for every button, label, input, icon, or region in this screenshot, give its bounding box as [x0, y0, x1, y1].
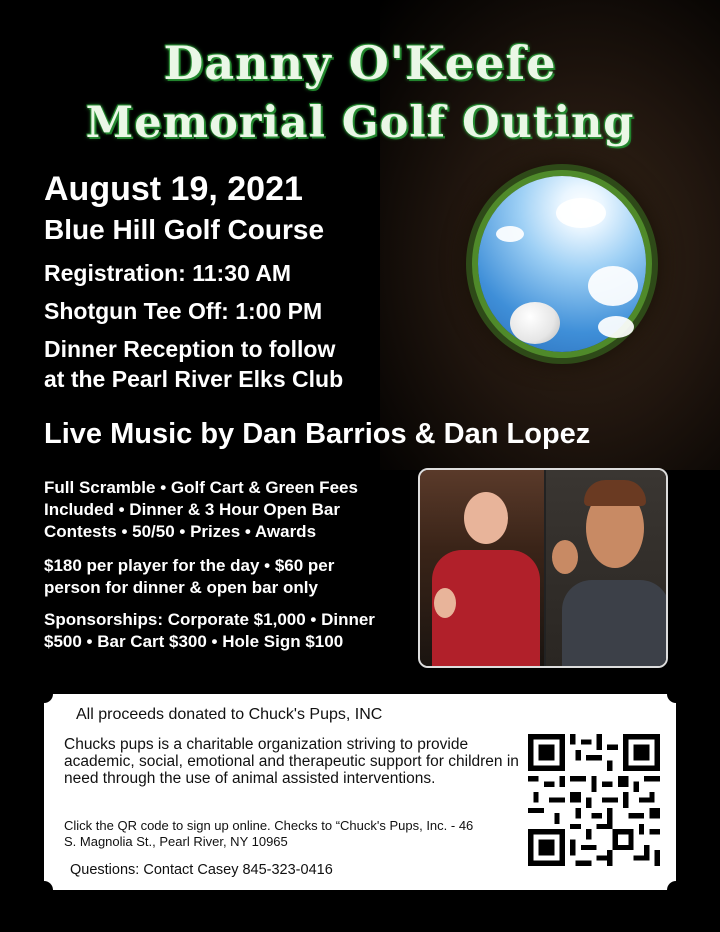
sponsorship-line-1: Sponsorships: Corporate $1,000 • Dinner: [44, 610, 375, 629]
sponsorship-line-2: $500 • Bar Cart $300 • Hole Sign $100: [44, 632, 344, 651]
dinner-line-2: at the Pearl River Elks Club: [44, 366, 344, 392]
details-line-3: Contests • 50/50 • Prizes • Awards: [44, 522, 317, 541]
proceeds-heading: All proceeds donated to Chuck's Pups, INC: [76, 706, 383, 723]
event-date: August 19, 2021: [44, 170, 303, 208]
registration-time: Registration: 11:30 AM: [44, 260, 292, 286]
price-line-2: person for dinner & open bar only: [44, 578, 318, 597]
qr-code-icon[interactable]: [528, 734, 660, 866]
contact-info: Questions: Contact Casey 845-323-0416: [70, 862, 333, 878]
photo-left: [420, 470, 544, 666]
photo-right: [546, 470, 668, 666]
golf-hole-image: [478, 176, 646, 352]
signup-instructions: Click the QR code to sign up online. Checks to “Chuck's Pups, Inc. - 46 S. Magnolia St., Pearl River, NY 10965: [64, 818, 474, 849]
tee-off-time: Shotgun Tee Off: 1:00 PM: [44, 298, 323, 324]
event-course: Blue Hill Golf Course: [44, 214, 325, 245]
info-ticket: [44, 694, 676, 890]
price-line-1: $180 per player for the day • $60 per: [44, 556, 335, 575]
dinner-line-1: Dinner Reception to follow: [44, 336, 336, 362]
golf-ball-icon: [510, 302, 560, 344]
organization-description: Chucks pups is a charitable organization striving to provide academic, social, emotional and therapeutic support for children in need through the use of animal assisted interventions.: [64, 736, 519, 787]
details-line-2: Included • Dinner & 3 Hour Open Bar: [44, 500, 340, 519]
live-music: Live Music by Dan Barrios & Dan Lopez: [44, 418, 591, 450]
title-line-1: Danny O'Keefe: [163, 36, 557, 90]
title-line-2: Memorial Golf Outing: [85, 98, 635, 148]
photo-of-musicians: [418, 468, 668, 668]
details-line-1: Full Scramble • Golf Cart & Green Fees: [44, 478, 358, 497]
